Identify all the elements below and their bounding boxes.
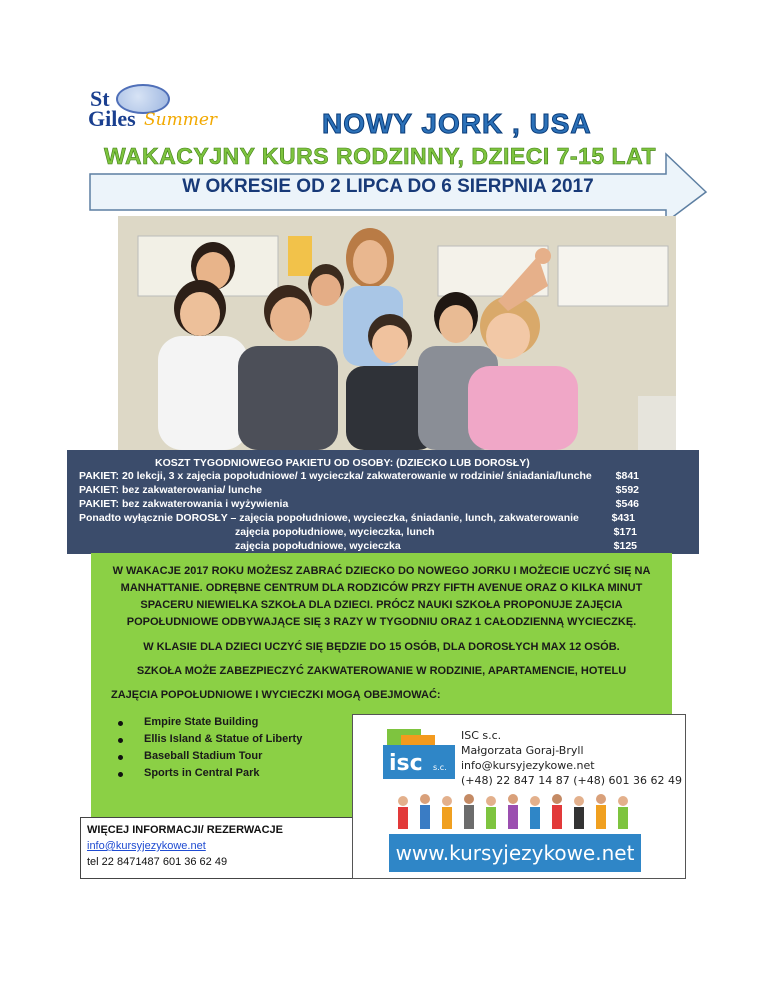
contact-box [80, 817, 354, 879]
list-item: Sports in Central Park [112, 765, 302, 782]
isc-phones: (+48) 22 847 14 87 (+48) 601 36 62 49 [461, 774, 683, 787]
isc-logo-text: isc [389, 751, 423, 776]
title-course: WAKACYJNY KURS RODZINNY, DZIECI 7-15 LAT [104, 143, 657, 169]
price-heading: KOSZT TYGODNIOWEGO PAKIETU OD OSOBY: (DZIECKO LUB DOROSŁY) [155, 457, 530, 469]
price-table [67, 450, 699, 554]
price-row-label: PAKIET: bez zakwaterowania i wyżywienia [79, 498, 289, 510]
group-photo [118, 216, 676, 450]
price-row-value: $431 [611, 512, 635, 524]
people-illustration [389, 789, 641, 835]
title-city: NOWY JORK , USA [322, 108, 592, 139]
website-bar[interactable]: www.kursyjezykowe.net [389, 834, 641, 872]
price-row-label: PAKIET: bez zakwaterowania/ lunche [79, 484, 263, 496]
class-size-text: W KLASIE DLA DZIECI UCZYĆ SIĘ BĘDZIE DO 15 OSÓB, DLA DOROSŁYCH MAX 12 OSÓB. [143, 641, 620, 653]
price-row-value: $546 [615, 498, 639, 510]
price-row-label: zajęcia popołudniowe, wycieczka, lunch [235, 526, 435, 538]
price-row-label: zajęcia popołudniowe, wycieczka [235, 540, 401, 552]
intro-paragraph: W WAKACJE 2017 ROKU MOŻESZ ZABRAĆ DZIECKO DO NOWEGO JORKU I MOŻECIE UCZYĆ SIĘ NA MANHATTANIE. ODRĘBNE CENTRUM DLA RODZICÓW PRZY FIFTH AVENUE ORAZ O KILKA MINUT SPACERU NIEWIELKA SZKOŁA DLA DZIECI. PRÓCZ NAUKI SZKOŁA PROPONUJE ZAJĘCIA POPOŁUDNIOWE ODBYWAJĄCE SIĘ 3 RAZY W TYGODNIU ORAZ 1 CAŁODZIENNĄ WYCIECZKĘ. [112, 565, 651, 628]
list-item: Empire State Building [112, 714, 302, 731]
isc-logo-sc: s.c. [433, 763, 447, 772]
email-link[interactable]: info@kursyjezykowe.net [87, 840, 206, 852]
st-giles-summer-logo [88, 84, 218, 136]
price-row-value: $125 [613, 540, 637, 552]
children-photo-illustration [118, 216, 676, 450]
accommodation-text: SZKOŁA MOŻE ZABEZPIECZYĆ ZAKWATEROWANIE W RODZINIE, APARTAMENCIE, HOTELU [136, 665, 627, 677]
price-row-value: $841 [615, 470, 639, 482]
price-row-label: Ponadto wyłącznie DOROSŁY – zajęcia popołudniowe, wycieczka, śniadanie, lunch, zakwaterowanie [79, 512, 579, 524]
logo-st: St [90, 86, 110, 111]
isc-email: info@kursyjezykowe.net [461, 759, 595, 772]
price-row-value: $171 [613, 526, 637, 538]
logo-giles: Giles [88, 106, 136, 131]
contact-heading: WIĘCEJ INFORMACJI/ REZERWACJE [87, 824, 283, 836]
isc-person: Małgorzata Goraj-Bryll [461, 744, 584, 757]
activities-heading: ZAJĘCIA POPOŁUDNIOWE I WYCIECZKI MOGĄ OBEJMOWAĆ: [111, 689, 441, 701]
list-item: Ellis Island & Statue of Liberty [112, 731, 302, 748]
logo-summer: Summer [144, 110, 218, 130]
course-dates: W OKRESIE OD 2 LIPCA DO 6 SIERPNIA 2017 [182, 176, 594, 197]
activities-list [112, 714, 302, 782]
isc-business-card [352, 714, 686, 879]
isc-company: ISC s.c. [461, 729, 502, 742]
price-row-label: PAKIET: 20 lekcji, 3 x zajęcia popołudniowe/ 1 wycieczka/ zakwaterowanie w rodzinie/ śniadania/lunche [79, 470, 592, 482]
list-item: Baseball Stadium Tour [112, 748, 302, 765]
phone-text: tel 22 8471487 601 36 62 49 [87, 856, 228, 868]
price-row-value: $592 [615, 484, 639, 496]
